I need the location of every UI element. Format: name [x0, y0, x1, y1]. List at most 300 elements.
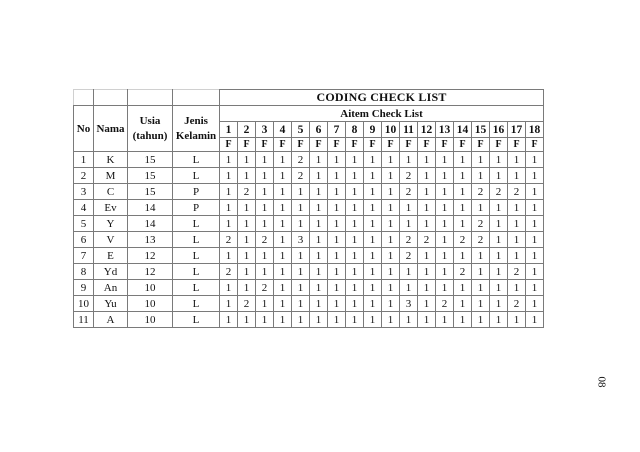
item-score-cell: 2: [292, 168, 310, 184]
item-score-cell: 3: [292, 232, 310, 248]
item-score-cell: 1: [400, 264, 418, 280]
item-score-cell: 2: [400, 232, 418, 248]
item-score-cell: 2: [508, 184, 526, 200]
header-usia: Usia (tahun): [128, 106, 173, 152]
table-row: [74, 280, 544, 296]
item-score-cell: 1: [400, 216, 418, 232]
item-score-cell: 1: [454, 200, 472, 216]
item-score-cell: 1: [454, 168, 472, 184]
item-score-cell: 1: [382, 200, 400, 216]
item-score-cell: 1: [382, 168, 400, 184]
item-score-cell: 1: [472, 200, 490, 216]
table-row: [74, 200, 544, 216]
row-jenis-kelamin-cell: L: [173, 152, 220, 168]
item-score-cell: 1: [490, 168, 508, 184]
item-score-cell: 1: [490, 280, 508, 296]
table-row: [74, 184, 544, 200]
item-score-cell: 1: [382, 264, 400, 280]
item-score-cell: 1: [508, 200, 526, 216]
item-score-cell: 1: [328, 248, 346, 264]
row-usia-cell: 14: [128, 200, 173, 216]
header-row-1: [74, 106, 544, 122]
item-score-cell: 1: [274, 152, 292, 168]
item-score-cell: 2: [418, 232, 436, 248]
item-subheader: F: [364, 138, 382, 152]
item-score-cell: 1: [490, 200, 508, 216]
item-score-cell: 1: [238, 232, 256, 248]
header-no: No: [74, 106, 94, 152]
row-jenis-kelamin-cell: P: [173, 200, 220, 216]
row-nama-cell: V: [94, 232, 128, 248]
item-score-cell: 2: [454, 232, 472, 248]
row-no-cell: 5: [74, 216, 94, 232]
item-subheader: F: [400, 138, 418, 152]
item-score-cell: 1: [526, 312, 544, 328]
row-usia-cell: 12: [128, 264, 173, 280]
item-score-cell: 2: [256, 232, 274, 248]
item-score-cell: 1: [328, 312, 346, 328]
item-score-cell: 1: [418, 248, 436, 264]
row-usia-cell: 15: [128, 152, 173, 168]
header-nama: Nama: [94, 106, 128, 152]
item-score-cell: 2: [400, 248, 418, 264]
item-score-cell: 1: [364, 168, 382, 184]
item-score-cell: 2: [490, 184, 508, 200]
table-row: [74, 216, 544, 232]
item-score-cell: 1: [274, 200, 292, 216]
item-score-cell: 1: [526, 296, 544, 312]
item-score-cell: 1: [490, 152, 508, 168]
row-usia-cell: 10: [128, 296, 173, 312]
item-score-cell: 1: [418, 168, 436, 184]
row-nama-cell: Yu: [94, 296, 128, 312]
item-subheader: F: [454, 138, 472, 152]
row-nama-cell: Ev: [94, 200, 128, 216]
item-subheader: F: [382, 138, 400, 152]
row-no-cell: 1: [74, 152, 94, 168]
item-score-cell: 1: [454, 280, 472, 296]
row-nama-cell: Yd: [94, 264, 128, 280]
item-score-cell: 1: [274, 312, 292, 328]
table-row: [74, 296, 544, 312]
item-subheader: F: [472, 138, 490, 152]
item-score-cell: 1: [472, 264, 490, 280]
item-score-cell: 2: [472, 232, 490, 248]
item-score-cell: 1: [328, 216, 346, 232]
item-score-cell: 1: [472, 152, 490, 168]
item-score-cell: 1: [220, 312, 238, 328]
item-subheader: F: [220, 138, 238, 152]
item-score-cell: 1: [436, 248, 454, 264]
item-number-header: 1: [220, 122, 238, 138]
item-score-cell: 1: [364, 296, 382, 312]
item-score-cell: 1: [274, 264, 292, 280]
table-row: [74, 152, 544, 168]
row-jenis-kelamin-cell: L: [173, 168, 220, 184]
item-score-cell: 1: [256, 296, 274, 312]
row-no-cell: 9: [74, 280, 94, 296]
item-score-cell: 1: [310, 168, 328, 184]
table-row: [74, 232, 544, 248]
document-title: CODING CHECK LIST: [220, 90, 544, 106]
item-score-cell: 1: [292, 280, 310, 296]
item-score-cell: 1: [310, 216, 328, 232]
item-score-cell: 1: [454, 296, 472, 312]
item-score-cell: 1: [256, 248, 274, 264]
item-score-cell: 1: [274, 216, 292, 232]
row-usia-cell: 10: [128, 312, 173, 328]
item-score-cell: 2: [400, 184, 418, 200]
item-score-cell: 1: [364, 264, 382, 280]
item-score-cell: 1: [238, 248, 256, 264]
row-jenis-kelamin-cell: L: [173, 296, 220, 312]
item-score-cell: 1: [238, 152, 256, 168]
item-score-cell: 1: [292, 184, 310, 200]
row-nama-cell: M: [94, 168, 128, 184]
item-score-cell: 1: [454, 216, 472, 232]
item-number-header: 4: [274, 122, 292, 138]
item-score-cell: 1: [526, 152, 544, 168]
item-score-cell: 1: [418, 296, 436, 312]
item-score-cell: 1: [238, 216, 256, 232]
row-usia-cell: 13: [128, 232, 173, 248]
row-usia-cell: 15: [128, 168, 173, 184]
item-subheader: F: [526, 138, 544, 152]
item-score-cell: 1: [256, 264, 274, 280]
item-score-cell: 1: [382, 296, 400, 312]
row-no-cell: 4: [74, 200, 94, 216]
item-score-cell: 1: [328, 296, 346, 312]
item-score-cell: 1: [310, 152, 328, 168]
item-subheader: F: [256, 138, 274, 152]
item-score-cell: 1: [220, 184, 238, 200]
item-score-cell: 2: [472, 216, 490, 232]
item-score-cell: 1: [310, 232, 328, 248]
item-score-cell: 1: [436, 264, 454, 280]
item-score-cell: 1: [328, 184, 346, 200]
item-number-header: 6: [310, 122, 328, 138]
item-score-cell: 1: [238, 264, 256, 280]
item-score-cell: 1: [364, 280, 382, 296]
item-score-cell: 1: [418, 312, 436, 328]
title-row: [74, 90, 544, 106]
item-score-cell: 2: [238, 184, 256, 200]
item-score-cell: 1: [400, 152, 418, 168]
item-score-cell: 1: [274, 248, 292, 264]
item-score-cell: 1: [220, 216, 238, 232]
item-number-header: 8: [346, 122, 364, 138]
item-score-cell: 1: [346, 248, 364, 264]
item-score-cell: 1: [436, 280, 454, 296]
item-score-cell: 1: [238, 312, 256, 328]
item-score-cell: 1: [418, 264, 436, 280]
item-score-cell: 1: [508, 168, 526, 184]
item-score-cell: 1: [220, 200, 238, 216]
item-number-header: 11: [400, 122, 418, 138]
item-score-cell: 1: [274, 280, 292, 296]
item-score-cell: 1: [526, 248, 544, 264]
item-score-cell: 1: [328, 200, 346, 216]
item-score-cell: 1: [400, 200, 418, 216]
item-score-cell: 1: [472, 312, 490, 328]
row-jenis-kelamin-cell: P: [173, 184, 220, 200]
item-number-header: 10: [382, 122, 400, 138]
item-score-cell: 1: [292, 264, 310, 280]
item-score-cell: 1: [292, 296, 310, 312]
header-jenis-kelamin: Jenis Kelamin: [173, 106, 220, 152]
item-score-cell: 2: [238, 296, 256, 312]
item-score-cell: 1: [508, 280, 526, 296]
row-jenis-kelamin-cell: L: [173, 264, 220, 280]
row-no-cell: 8: [74, 264, 94, 280]
item-score-cell: 1: [490, 264, 508, 280]
item-score-cell: 2: [436, 296, 454, 312]
item-score-cell: 1: [526, 168, 544, 184]
item-score-cell: 1: [256, 168, 274, 184]
item-number-header: 9: [364, 122, 382, 138]
item-score-cell: 2: [220, 264, 238, 280]
item-score-cell: 1: [364, 200, 382, 216]
item-score-cell: 1: [382, 216, 400, 232]
row-no-cell: 10: [74, 296, 94, 312]
item-score-cell: 1: [310, 264, 328, 280]
item-score-cell: 1: [436, 312, 454, 328]
item-score-cell: 1: [364, 248, 382, 264]
item-score-cell: 1: [382, 152, 400, 168]
item-subheader: F: [292, 138, 310, 152]
item-score-cell: 1: [346, 296, 364, 312]
item-subheader: F: [238, 138, 256, 152]
item-score-cell: 2: [292, 152, 310, 168]
item-score-cell: 1: [292, 248, 310, 264]
item-score-cell: 1: [436, 184, 454, 200]
row-nama-cell: A: [94, 312, 128, 328]
row-nama-cell: Y: [94, 216, 128, 232]
item-score-cell: 1: [526, 184, 544, 200]
item-score-cell: 1: [256, 216, 274, 232]
table-row: [74, 312, 544, 328]
item-score-cell: 1: [436, 216, 454, 232]
item-score-cell: 1: [310, 296, 328, 312]
item-score-cell: 2: [454, 264, 472, 280]
item-score-cell: 1: [436, 152, 454, 168]
item-score-cell: 1: [328, 232, 346, 248]
item-score-cell: 1: [418, 200, 436, 216]
item-number-header: 5: [292, 122, 310, 138]
item-score-cell: 1: [310, 248, 328, 264]
item-number-header: 12: [418, 122, 436, 138]
item-score-cell: 1: [346, 168, 364, 184]
item-number-header: 13: [436, 122, 454, 138]
item-score-cell: 1: [508, 152, 526, 168]
item-number-header: 15: [472, 122, 490, 138]
row-jenis-kelamin-cell: L: [173, 312, 220, 328]
item-score-cell: 1: [418, 216, 436, 232]
table-row: [74, 168, 544, 184]
item-score-cell: 1: [436, 232, 454, 248]
row-jenis-kelamin-cell: L: [173, 232, 220, 248]
item-score-cell: 1: [256, 152, 274, 168]
item-score-cell: 1: [292, 312, 310, 328]
item-number-header: 2: [238, 122, 256, 138]
item-score-cell: 1: [526, 232, 544, 248]
item-score-cell: 1: [310, 280, 328, 296]
item-score-cell: 1: [526, 280, 544, 296]
item-score-cell: 1: [292, 216, 310, 232]
row-no-cell: 6: [74, 232, 94, 248]
row-no-cell: 11: [74, 312, 94, 328]
item-score-cell: 3: [400, 296, 418, 312]
item-score-cell: 1: [382, 280, 400, 296]
item-score-cell: 1: [346, 216, 364, 232]
item-score-cell: 1: [346, 232, 364, 248]
item-score-cell: 1: [418, 280, 436, 296]
item-score-cell: 1: [328, 168, 346, 184]
item-score-cell: 1: [328, 280, 346, 296]
page-number: 08: [595, 376, 608, 388]
item-score-cell: 1: [364, 152, 382, 168]
row-no-cell: 7: [74, 248, 94, 264]
item-number-header: 17: [508, 122, 526, 138]
item-score-cell: 1: [274, 296, 292, 312]
item-score-cell: 1: [346, 152, 364, 168]
item-score-cell: 2: [508, 296, 526, 312]
item-score-cell: 1: [256, 200, 274, 216]
item-score-cell: 1: [220, 248, 238, 264]
item-score-cell: 1: [472, 280, 490, 296]
row-usia-cell: 14: [128, 216, 173, 232]
item-score-cell: 1: [346, 184, 364, 200]
item-subheader: F: [418, 138, 436, 152]
item-score-cell: 1: [310, 184, 328, 200]
header-aitem-check-list: Aitem Check List: [220, 106, 544, 122]
item-score-cell: 1: [400, 312, 418, 328]
coding-check-list-table: [73, 89, 544, 328]
item-score-cell: 1: [526, 200, 544, 216]
item-score-cell: 1: [418, 152, 436, 168]
item-score-cell: 1: [364, 312, 382, 328]
item-score-cell: 1: [472, 296, 490, 312]
item-subheader: F: [436, 138, 454, 152]
item-number-header: 7: [328, 122, 346, 138]
item-score-cell: 1: [220, 168, 238, 184]
item-score-cell: 1: [436, 168, 454, 184]
item-score-cell: 1: [490, 296, 508, 312]
item-score-cell: 1: [454, 312, 472, 328]
row-usia-cell: 15: [128, 184, 173, 200]
item-score-cell: 1: [382, 184, 400, 200]
item-number-header: 14: [454, 122, 472, 138]
item-score-cell: 1: [364, 184, 382, 200]
item-score-cell: 1: [274, 168, 292, 184]
item-score-cell: 1: [418, 184, 436, 200]
blank-cell: [173, 90, 220, 106]
item-number-header: 16: [490, 122, 508, 138]
item-score-cell: 1: [238, 280, 256, 296]
item-score-cell: 1: [454, 248, 472, 264]
item-score-cell: 1: [238, 200, 256, 216]
item-score-cell: 1: [400, 280, 418, 296]
item-score-cell: 1: [328, 264, 346, 280]
table-row: [74, 248, 544, 264]
item-score-cell: 1: [256, 312, 274, 328]
row-nama-cell: E: [94, 248, 128, 264]
item-score-cell: 1: [382, 232, 400, 248]
row-no-cell: 3: [74, 184, 94, 200]
item-score-cell: 1: [256, 184, 274, 200]
item-score-cell: 1: [490, 312, 508, 328]
item-score-cell: 1: [490, 216, 508, 232]
item-subheader: F: [508, 138, 526, 152]
item-score-cell: 1: [490, 248, 508, 264]
row-jenis-kelamin-cell: L: [173, 216, 220, 232]
blank-cell: [128, 90, 173, 106]
item-subheader: F: [346, 138, 364, 152]
item-score-cell: 1: [454, 184, 472, 200]
item-score-cell: 1: [220, 296, 238, 312]
blank-cell: [94, 90, 128, 106]
item-score-cell: 1: [274, 184, 292, 200]
item-score-cell: 1: [346, 280, 364, 296]
item-score-cell: 1: [454, 152, 472, 168]
item-score-cell: 1: [508, 232, 526, 248]
item-score-cell: 1: [364, 216, 382, 232]
item-score-cell: 1: [508, 248, 526, 264]
item-score-cell: 1: [508, 216, 526, 232]
item-score-cell: 1: [274, 232, 292, 248]
item-score-cell: 1: [310, 312, 328, 328]
row-nama-cell: C: [94, 184, 128, 200]
item-score-cell: 1: [526, 216, 544, 232]
item-score-cell: 1: [382, 248, 400, 264]
item-score-cell: 2: [400, 168, 418, 184]
item-score-cell: 1: [472, 168, 490, 184]
item-score-cell: 1: [364, 232, 382, 248]
item-score-cell: 1: [292, 200, 310, 216]
item-number-header: 3: [256, 122, 274, 138]
item-score-cell: 1: [220, 280, 238, 296]
item-score-cell: 1: [238, 168, 256, 184]
item-score-cell: 1: [490, 232, 508, 248]
item-score-cell: 1: [472, 248, 490, 264]
item-score-cell: 2: [220, 232, 238, 248]
row-jenis-kelamin-cell: L: [173, 280, 220, 296]
item-score-cell: 1: [346, 264, 364, 280]
item-score-cell: 2: [472, 184, 490, 200]
item-subheader: F: [310, 138, 328, 152]
item-score-cell: 1: [220, 152, 238, 168]
row-nama-cell: K: [94, 152, 128, 168]
row-nama-cell: An: [94, 280, 128, 296]
item-score-cell: 1: [328, 152, 346, 168]
row-no-cell: 2: [74, 168, 94, 184]
item-score-cell: 1: [346, 312, 364, 328]
item-score-cell: 2: [256, 280, 274, 296]
table-body: [74, 90, 544, 328]
item-score-cell: 1: [310, 200, 328, 216]
row-jenis-kelamin-cell: L: [173, 248, 220, 264]
item-subheader: F: [328, 138, 346, 152]
item-score-cell: 1: [382, 312, 400, 328]
item-score-cell: 2: [508, 264, 526, 280]
row-usia-cell: 12: [128, 248, 173, 264]
blank-cell: [74, 90, 94, 106]
item-score-cell: 1: [436, 200, 454, 216]
item-subheader: F: [274, 138, 292, 152]
table-row: [74, 264, 544, 280]
item-score-cell: 1: [346, 200, 364, 216]
row-usia-cell: 10: [128, 280, 173, 296]
